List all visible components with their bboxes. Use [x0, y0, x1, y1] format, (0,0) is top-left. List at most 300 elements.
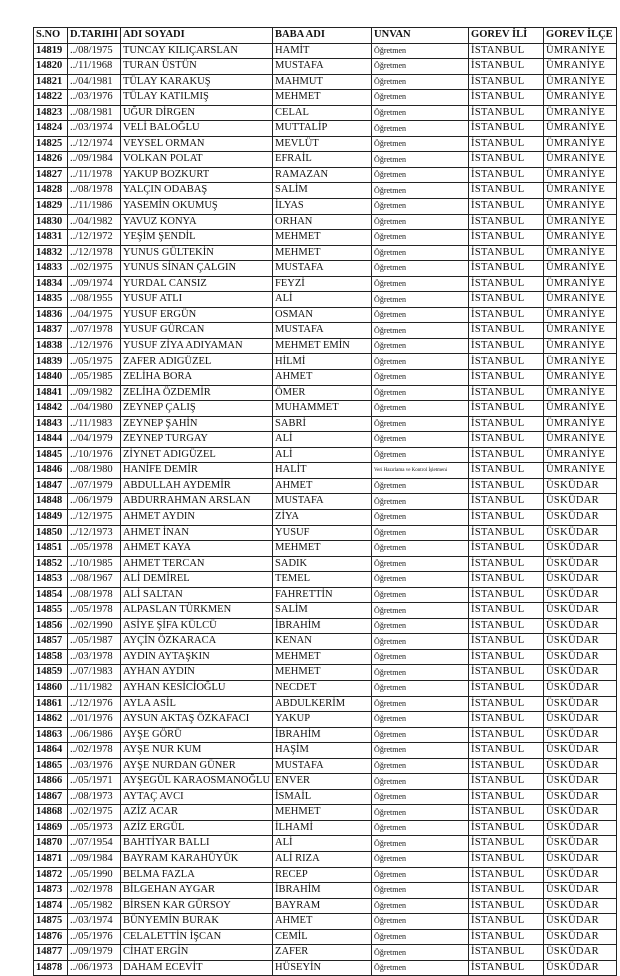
cell-title: Öğretmen	[372, 572, 469, 588]
cell-father-name: MEHMET	[273, 541, 372, 557]
cell-province: İSTANBUL	[469, 712, 544, 728]
cell-province: İSTANBUL	[469, 774, 544, 790]
table-row	[34, 820, 617, 836]
cell-sno: 14862	[34, 712, 68, 728]
cell-province: İSTANBUL	[469, 121, 544, 137]
cell-province: İSTANBUL	[469, 525, 544, 541]
cell-province: İSTANBUL	[469, 587, 544, 603]
cell-province: İSTANBUL	[469, 805, 544, 821]
cell-sno: 14837	[34, 323, 68, 339]
cell-sno: 14872	[34, 867, 68, 883]
cell-father-name: ZİYA	[273, 509, 372, 525]
cell-birth-date: ../11/1982	[68, 680, 121, 696]
cell-father-name: İBRAHİM	[273, 883, 372, 899]
cell-full-name: CELALETTİN İŞCAN	[120, 929, 272, 945]
cell-district: ÜSKÜDAR	[544, 851, 617, 867]
cell-title: Öğretmen	[372, 960, 469, 976]
cell-title: Öğretmen	[372, 90, 469, 106]
cell-father-name: NECDET	[273, 680, 372, 696]
cell-title: Öğretmen	[372, 152, 469, 168]
cell-district: ÜSKÜDAR	[544, 820, 617, 836]
table-row	[34, 183, 617, 199]
cell-sno: 14865	[34, 758, 68, 774]
cell-full-name: BAYRAM KARAHÜYÜK	[120, 851, 272, 867]
table-row	[34, 789, 617, 805]
cell-full-name: ZEYNEP TURGAY	[120, 432, 272, 448]
cell-father-name: MUSTAFA	[273, 758, 372, 774]
cell-father-name: MEVLÜT	[273, 136, 372, 152]
table-row	[34, 836, 617, 852]
cell-district: ÜSKÜDAR	[544, 665, 617, 681]
table-row	[34, 805, 617, 821]
cell-district: ÜMRANİYE	[544, 167, 617, 183]
cell-district: ÜMRANİYE	[544, 59, 617, 75]
cell-father-name: İLHAMİ	[273, 820, 372, 836]
cell-district: ÜMRANİYE	[544, 416, 617, 432]
table-row	[34, 214, 617, 230]
table-row	[34, 447, 617, 463]
cell-birth-date: ../05/1973	[68, 820, 121, 836]
table-row	[34, 774, 617, 790]
cell-birth-date: ../05/1978	[68, 603, 121, 619]
cell-district: ÜSKÜDAR	[544, 727, 617, 743]
table-row	[34, 323, 617, 339]
cell-title: Öğretmen	[372, 712, 469, 728]
cell-province: İSTANBUL	[469, 603, 544, 619]
table-row	[34, 898, 617, 914]
cell-full-name: BİRSEN KAR GÜRSOY	[120, 898, 272, 914]
table-row	[34, 680, 617, 696]
cell-district: ÜSKÜDAR	[544, 618, 617, 634]
cell-sno: 14873	[34, 883, 68, 899]
cell-district: ÜSKÜDAR	[544, 634, 617, 650]
cell-sno: 14857	[34, 634, 68, 650]
cell-full-name: BİLGEHAN AYGAR	[120, 883, 272, 899]
cell-province: İSTANBUL	[469, 370, 544, 386]
cell-province: İSTANBUL	[469, 820, 544, 836]
cell-father-name: SALİM	[273, 603, 372, 619]
cell-birth-date: ../04/1975	[68, 307, 121, 323]
cell-birth-date: ../04/1980	[68, 401, 121, 417]
cell-birth-date: ../07/1954	[68, 836, 121, 852]
cell-sno: 14838	[34, 338, 68, 354]
table-row	[34, 929, 617, 945]
cell-title: Öğretmen	[372, 230, 469, 246]
cell-father-name: AHMET	[273, 478, 372, 494]
cell-full-name: YAVUZ KONYA	[120, 214, 272, 230]
cell-sno: 14847	[34, 478, 68, 494]
table-row	[34, 370, 617, 386]
cell-father-name: MEHMET	[273, 805, 372, 821]
table-row	[34, 199, 617, 215]
cell-full-name: YURDAL CANSIZ	[120, 276, 272, 292]
header-province: GOREV İLİ	[469, 28, 544, 44]
cell-title: Öğretmen	[372, 292, 469, 308]
cell-birth-date: ../05/1987	[68, 634, 121, 650]
cell-district: ÜSKÜDAR	[544, 603, 617, 619]
table-row	[34, 152, 617, 168]
table-row	[34, 292, 617, 308]
cell-sno: 14877	[34, 945, 68, 961]
cell-full-name: AYŞE NURDAN GÜNER	[120, 758, 272, 774]
cell-full-name: BÜNYEMİN BURAK	[120, 914, 272, 930]
table-row	[34, 90, 617, 106]
cell-full-name: AYŞEGÜL KARAOSMANOĞLU	[120, 774, 272, 790]
cell-district: ÜSKÜDAR	[544, 929, 617, 945]
cell-title: Veri Hazırlama ve Kontrol İşletmeni	[372, 463, 469, 479]
cell-province: İSTANBUL	[469, 634, 544, 650]
cell-district: ÜMRANİYE	[544, 136, 617, 152]
cell-district: ÜMRANİYE	[544, 152, 617, 168]
cell-birth-date: ../10/1985	[68, 556, 121, 572]
cell-full-name: VELİ BALOĞLU	[120, 121, 272, 137]
cell-district: ÜSKÜDAR	[544, 494, 617, 510]
header-father-name: BABA ADI	[273, 28, 372, 44]
cell-father-name: MUTTALİP	[273, 121, 372, 137]
cell-sno: 14819	[34, 43, 68, 59]
cell-province: İSTANBUL	[469, 665, 544, 681]
cell-father-name: ABDULKERİM	[273, 696, 372, 712]
cell-title: Öğretmen	[372, 665, 469, 681]
cell-full-name: ALİ SALTAN	[120, 587, 272, 603]
cell-father-name: MEHMET	[273, 649, 372, 665]
cell-father-name: HAMİT	[273, 43, 372, 59]
cell-full-name: ALPASLAN TÜRKMEN	[120, 603, 272, 619]
cell-birth-date: ../12/1972	[68, 230, 121, 246]
cell-father-name: ALİ	[273, 292, 372, 308]
cell-title: Öğretmen	[372, 509, 469, 525]
cell-district: ÜSKÜDAR	[544, 743, 617, 759]
cell-birth-date: ../08/1975	[68, 43, 121, 59]
cell-district: ÜMRANİYE	[544, 401, 617, 417]
cell-sno: 14843	[34, 416, 68, 432]
cell-full-name: AYTAÇ AVCI	[120, 789, 272, 805]
cell-district: ÜSKÜDAR	[544, 572, 617, 588]
cell-province: İSTANBUL	[469, 183, 544, 199]
cell-birth-date: ../09/1982	[68, 385, 121, 401]
cell-birth-date: ../05/1990	[68, 867, 121, 883]
cell-title: Öğretmen	[372, 774, 469, 790]
cell-district: ÜSKÜDAR	[544, 587, 617, 603]
cell-sno: 14856	[34, 618, 68, 634]
cell-father-name: MUSTAFA	[273, 323, 372, 339]
cell-province: İSTANBUL	[469, 307, 544, 323]
cell-sno: 14870	[34, 836, 68, 852]
cell-district: ÜSKÜDAR	[544, 696, 617, 712]
header-row	[34, 28, 617, 44]
table-row	[34, 712, 617, 728]
cell-birth-date: ../10/1976	[68, 447, 121, 463]
cell-sno: 14823	[34, 105, 68, 121]
cell-birth-date: ../08/1967	[68, 572, 121, 588]
table-row	[34, 494, 617, 510]
cell-father-name: YUSUF	[273, 525, 372, 541]
cell-birth-date: ../03/1974	[68, 121, 121, 137]
cell-province: İSTANBUL	[469, 556, 544, 572]
table-row	[34, 743, 617, 759]
header-sno: S.NO	[34, 28, 68, 44]
cell-father-name: MUSTAFA	[273, 261, 372, 277]
table-row	[34, 261, 617, 277]
cell-full-name: AYHAN AYDIN	[120, 665, 272, 681]
table-row	[34, 587, 617, 603]
cell-title: Öğretmen	[372, 59, 469, 75]
cell-birth-date: ../08/1981	[68, 105, 121, 121]
cell-father-name: MUSTAFA	[273, 494, 372, 510]
cell-birth-date: ../12/1976	[68, 338, 121, 354]
cell-title: Öğretmen	[372, 914, 469, 930]
cell-district: ÜMRANİYE	[544, 463, 617, 479]
cell-province: İSTANBUL	[469, 743, 544, 759]
cell-father-name: TEMEL	[273, 572, 372, 588]
cell-title: Öğretmen	[372, 478, 469, 494]
cell-title: Öğretmen	[372, 541, 469, 557]
cell-full-name: AYŞE NUR KUM	[120, 743, 272, 759]
cell-sno: 14821	[34, 74, 68, 90]
table-row	[34, 354, 617, 370]
cell-birth-date: ../03/1978	[68, 649, 121, 665]
cell-sno: 14869	[34, 820, 68, 836]
cell-birth-date: ../02/1975	[68, 805, 121, 821]
cell-father-name: ÖMER	[273, 385, 372, 401]
cell-sno: 14822	[34, 90, 68, 106]
cell-full-name: YEŞİM ŞENDİL	[120, 230, 272, 246]
table-row	[34, 665, 617, 681]
cell-father-name: MEHMET	[273, 665, 372, 681]
cell-title: Öğretmen	[372, 743, 469, 759]
cell-father-name: EFRAİL	[273, 152, 372, 168]
cell-province: İSTANBUL	[469, 696, 544, 712]
cell-sno: 14835	[34, 292, 68, 308]
cell-province: İSTANBUL	[469, 898, 544, 914]
cell-province: İSTANBUL	[469, 323, 544, 339]
cell-district: ÜMRANİYE	[544, 447, 617, 463]
cell-sno: 14829	[34, 199, 68, 215]
cell-district: ÜSKÜDAR	[544, 758, 617, 774]
cell-district: ÜSKÜDAR	[544, 680, 617, 696]
cell-birth-date: ../05/1975	[68, 354, 121, 370]
header-birth-date: D.TARIHI	[68, 28, 121, 44]
cell-father-name: FAHRETTİN	[273, 587, 372, 603]
cell-full-name: TURAN ÜSTÜN	[120, 59, 272, 75]
cell-title: Öğretmen	[372, 898, 469, 914]
cell-title: Öğretmen	[372, 354, 469, 370]
table-row	[34, 851, 617, 867]
cell-title: Öğretmen	[372, 727, 469, 743]
cell-province: İSTANBUL	[469, 541, 544, 557]
cell-sno: 14874	[34, 898, 68, 914]
cell-district: ÜSKÜDAR	[544, 541, 617, 557]
cell-birth-date: ../12/1974	[68, 136, 121, 152]
cell-birth-date: ../09/1984	[68, 152, 121, 168]
cell-province: İSTANBUL	[469, 867, 544, 883]
cell-full-name: TÜLAY KATILMIŞ	[120, 90, 272, 106]
cell-province: İSTANBUL	[469, 261, 544, 277]
header-full-name: ADI SOYADI	[120, 28, 272, 44]
cell-province: İSTANBUL	[469, 199, 544, 215]
cell-district: ÜMRANİYE	[544, 199, 617, 215]
cell-father-name: BAYRAM	[273, 898, 372, 914]
cell-province: İSTANBUL	[469, 727, 544, 743]
cell-title: Öğretmen	[372, 587, 469, 603]
cell-full-name: AYLA ASİL	[120, 696, 272, 712]
cell-district: ÜSKÜDAR	[544, 883, 617, 899]
cell-sno: 14841	[34, 385, 68, 401]
cell-title: Öğretmen	[372, 789, 469, 805]
cell-father-name: MAHMUT	[273, 74, 372, 90]
cell-sno: 14859	[34, 665, 68, 681]
cell-province: İSTANBUL	[469, 416, 544, 432]
cell-district: ÜSKÜDAR	[544, 805, 617, 821]
cell-province: İSTANBUL	[469, 401, 544, 417]
cell-birth-date: ../05/1985	[68, 370, 121, 386]
cell-full-name: ABDURRAHMAN ARSLAN	[120, 494, 272, 510]
cell-title: Öğretmen	[372, 820, 469, 836]
cell-district: ÜSKÜDAR	[544, 836, 617, 852]
cell-title: Öğretmen	[372, 883, 469, 899]
table-row	[34, 432, 617, 448]
cell-father-name: CELAL	[273, 105, 372, 121]
cell-full-name: YUSUF ZİYA ADIYAMAN	[120, 338, 272, 354]
cell-district: ÜSKÜDAR	[544, 478, 617, 494]
table-row	[34, 525, 617, 541]
table-row	[34, 618, 617, 634]
cell-district: ÜMRANİYE	[544, 307, 617, 323]
cell-father-name: HİLMİ	[273, 354, 372, 370]
cell-father-name: ORHAN	[273, 214, 372, 230]
cell-title: Öğretmen	[372, 276, 469, 292]
cell-sno: 14830	[34, 214, 68, 230]
cell-district: ÜMRANİYE	[544, 276, 617, 292]
table-row	[34, 883, 617, 899]
cell-birth-date: ../03/1974	[68, 914, 121, 930]
cell-title: Öğretmen	[372, 634, 469, 650]
cell-province: İSTANBUL	[469, 649, 544, 665]
table-row	[34, 945, 617, 961]
cell-full-name: BAHTİYAR BALLI	[120, 836, 272, 852]
table-row	[34, 572, 617, 588]
cell-birth-date: ../07/1978	[68, 323, 121, 339]
cell-sno: 14867	[34, 789, 68, 805]
cell-district: ÜMRANİYE	[544, 338, 617, 354]
table-row	[34, 338, 617, 354]
cell-district: ÜMRANİYE	[544, 90, 617, 106]
table-row	[34, 727, 617, 743]
cell-father-name: SABRİ	[273, 416, 372, 432]
table-row	[34, 43, 617, 59]
cell-district: ÜMRANİYE	[544, 230, 617, 246]
cell-title: Öğretmen	[372, 649, 469, 665]
cell-full-name: UĞUR DİRGEN	[120, 105, 272, 121]
cell-father-name: MUSTAFA	[273, 59, 372, 75]
cell-birth-date: ../08/1955	[68, 292, 121, 308]
cell-birth-date: ../11/1986	[68, 199, 121, 215]
cell-sno: 14855	[34, 603, 68, 619]
cell-full-name: AYDIN AYTAŞKIN	[120, 649, 272, 665]
cell-province: İSTANBUL	[469, 960, 544, 976]
cell-full-name: BELMA FAZLA	[120, 867, 272, 883]
cell-title: Öğretmen	[372, 432, 469, 448]
cell-full-name: ABDULLAH AYDEMİR	[120, 478, 272, 494]
cell-father-name: MEHMET	[273, 245, 372, 261]
cell-sno: 14851	[34, 541, 68, 557]
cell-district: ÜSKÜDAR	[544, 960, 617, 976]
cell-full-name: ZEYNEP ŞAHİN	[120, 416, 272, 432]
cell-title: Öğretmen	[372, 121, 469, 137]
cell-title: Öğretmen	[372, 136, 469, 152]
cell-birth-date: ../02/1975	[68, 261, 121, 277]
cell-title: Öğretmen	[372, 199, 469, 215]
table-row	[34, 105, 617, 121]
cell-title: Öğretmen	[372, 556, 469, 572]
cell-full-name: YASEMİN OKUMUŞ	[120, 199, 272, 215]
cell-province: İSTANBUL	[469, 167, 544, 183]
cell-sno: 14863	[34, 727, 68, 743]
table-row	[34, 307, 617, 323]
cell-title: Öğretmen	[372, 43, 469, 59]
cell-full-name: HANİFE DEMİR	[120, 463, 272, 479]
cell-birth-date: ../05/1971	[68, 774, 121, 790]
cell-sno: 14820	[34, 59, 68, 75]
table-row	[34, 121, 617, 137]
table-row	[34, 167, 617, 183]
cell-birth-date: ../02/1978	[68, 883, 121, 899]
cell-full-name: YUSUF ATLI	[120, 292, 272, 308]
cell-province: İSTANBUL	[469, 43, 544, 59]
cell-sno: 14848	[34, 494, 68, 510]
cell-district: ÜSKÜDAR	[544, 509, 617, 525]
cell-father-name: MEHMET	[273, 230, 372, 246]
cell-title: Öğretmen	[372, 494, 469, 510]
table-row	[34, 634, 617, 650]
table-row	[34, 603, 617, 619]
cell-district: ÜMRANİYE	[544, 323, 617, 339]
cell-sno: 14860	[34, 680, 68, 696]
cell-birth-date: ../04/1979	[68, 432, 121, 448]
cell-district: ÜSKÜDAR	[544, 712, 617, 728]
cell-sno: 14836	[34, 307, 68, 323]
cell-full-name: YUNUS SİNAN ÇALGIN	[120, 261, 272, 277]
cell-birth-date: ../01/1976	[68, 712, 121, 728]
cell-full-name: VOLKAN POLAT	[120, 152, 272, 168]
cell-district: ÜSKÜDAR	[544, 867, 617, 883]
cell-birth-date: ../11/1978	[68, 167, 121, 183]
cell-father-name: OSMAN	[273, 307, 372, 323]
cell-full-name: AHMET TERCAN	[120, 556, 272, 572]
cell-full-name: DAHAM ECEVİT	[120, 960, 272, 976]
cell-sno: 14832	[34, 245, 68, 261]
cell-full-name: AYHAN KESİCİOĞLU	[120, 680, 272, 696]
cell-birth-date: ../05/1978	[68, 541, 121, 557]
cell-district: ÜMRANİYE	[544, 354, 617, 370]
cell-district: ÜSKÜDAR	[544, 945, 617, 961]
cell-full-name: AHMET KAYA	[120, 541, 272, 557]
cell-father-name: İLYAS	[273, 199, 372, 215]
cell-birth-date: ../11/1968	[68, 59, 121, 75]
cell-full-name: AHMET İNAN	[120, 525, 272, 541]
cell-title: Öğretmen	[372, 245, 469, 261]
table-row	[34, 758, 617, 774]
cell-district: ÜMRANİYE	[544, 214, 617, 230]
cell-title: Öğretmen	[372, 618, 469, 634]
cell-province: İSTANBUL	[469, 74, 544, 90]
cell-full-name: ZEYNEP ÇALIŞ	[120, 401, 272, 417]
cell-father-name: ENVER	[273, 774, 372, 790]
cell-province: İSTANBUL	[469, 230, 544, 246]
cell-title: Öğretmen	[372, 945, 469, 961]
cell-sno: 14839	[34, 354, 68, 370]
cell-birth-date: ../05/1976	[68, 929, 121, 945]
